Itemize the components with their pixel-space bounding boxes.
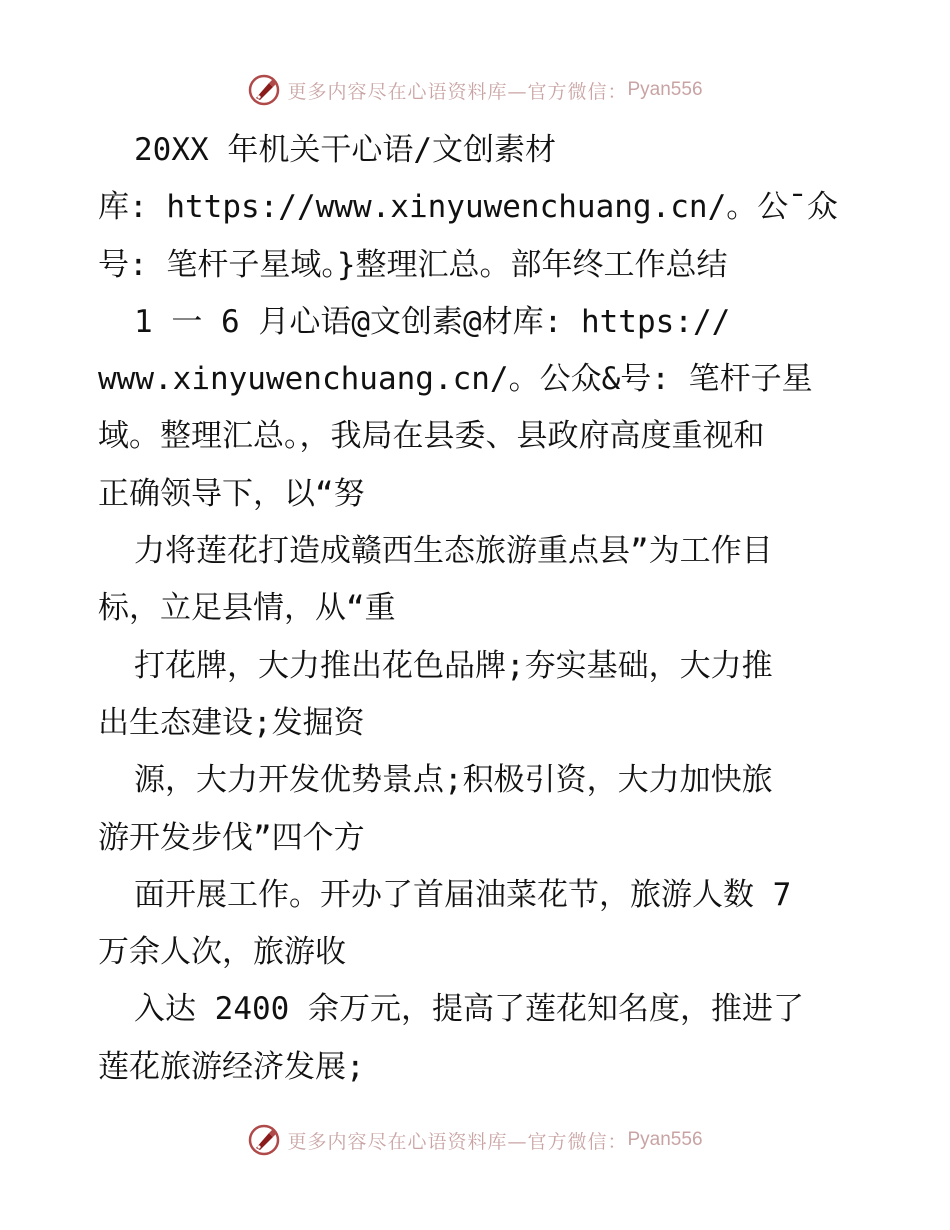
text-line: 正确领导下，以“努 [98, 475, 365, 512]
text-line: 游开发步伐”四个方 [98, 819, 365, 856]
text-line: 打花牌，大力推出花色品牌;夯实基础，大力推 [134, 647, 773, 684]
text-line: 面开展工作。开办了首届油菜花节，旅游人数 7 [134, 876, 792, 913]
watermark-text: 更多内容尽在心语资料库—官方微信： [287, 80, 628, 103]
text-line: 20XX 年机关干心语/文创素材 [134, 132, 556, 168]
pen-nib-logo-icon [247, 1123, 281, 1157]
watermark-handle: Pyan556 [627, 79, 703, 100]
text-line: 源，大力开发优势景点;积极引资，大力加快旅 [134, 762, 773, 799]
text-line: 出生态建设;发掘资 [98, 704, 365, 741]
document-body [98, 122, 858, 1096]
header-watermark [0, 70, 950, 110]
text-line: 域。整理汇总。，我局在县委、县政府高度重视和 [98, 418, 765, 455]
text-line: 标，立足县情，从“重 [98, 590, 396, 627]
text-line: 力将莲花打造成赣西生态旅游重点县”为工作目 [134, 533, 773, 570]
text-line: 莲花旅游经济发展; [98, 1048, 365, 1085]
text-line: 库: https://www.xinyuwenchuang.cn/。公¯众 [98, 189, 838, 226]
text-line: 1 一 6 月心语@文创素@材库: https:// [134, 303, 731, 340]
pen-nib-logo-icon [247, 73, 281, 107]
footer-watermark [0, 1120, 950, 1160]
watermark-text: 更多内容尽在心语资料库—官方微信： [287, 1130, 628, 1153]
watermark-handle: Pyan556 [627, 1129, 703, 1150]
text-line: 入达 2400 余万元，提高了莲花知名度，推进了 [134, 991, 804, 1028]
text-line: 万余人次，旅游收 [98, 934, 346, 971]
text-line: www.xinyuwenchuang.cn/。公众&号: 笔杆子星 [98, 361, 813, 398]
text-line: 号: 笔杆子星域。}整理汇总。部年终工作总结 [98, 246, 728, 283]
